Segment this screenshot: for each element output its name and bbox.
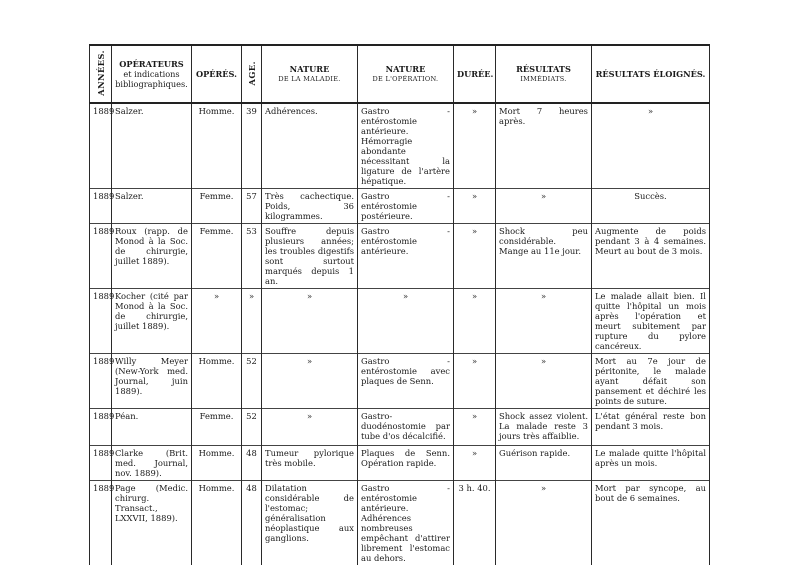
operation-cell: Gastro - entérostomie antérieure. Adhérences nombreuses empêchant d'attirer librement l'estomac au dehors.: [358, 481, 454, 565]
age-cell: 48: [242, 446, 262, 481]
operation-cell: Plaques de Senn. Opération rapide.: [358, 446, 454, 481]
operator-cell: Clarke (Brit. med. Journal, nov. 1889).: [112, 446, 192, 481]
immediate-result-cell: »: [496, 189, 592, 224]
header-row: [90, 45, 710, 103]
sex-cell: Homme.: [192, 103, 242, 189]
duration-cell: »: [454, 354, 496, 409]
operator-cell: Kocher (cité par Monod à la Soc. de chirurgie, juillet 1889).: [112, 289, 192, 354]
later-result-cell: »: [592, 103, 710, 189]
operator-cell: Page (Medic. chirurg. Transact., LXXVII, 1889).: [112, 481, 192, 565]
duration-cell: »: [454, 289, 496, 354]
year-cell: 1889: [90, 481, 112, 565]
duration-cell: »: [454, 103, 496, 189]
later-result-cell: Succès.: [592, 189, 710, 224]
sex-cell: Homme.: [192, 446, 242, 481]
operator-cell: Willy Meyer (New-York med. Journal, juin 1889).: [112, 354, 192, 409]
sex-cell: Homme.: [192, 481, 242, 565]
immediate-result-cell: Guérison rapide.: [496, 446, 592, 481]
later-result-cell: Le malade quitte l'hôpital après un mois.: [592, 446, 710, 481]
year-cell: 1889: [90, 446, 112, 481]
operator-cell: Salzer.: [112, 189, 192, 224]
disease-cell: Souffre depuis plusieurs années; les troubles digestifs sont surtout marqués depuis 1 an.: [262, 224, 358, 289]
table-row: [90, 103, 710, 189]
operator-cell: Roux (rapp. de Monod à la Soc. de chirurgie, juillet 1889).: [112, 224, 192, 289]
year-cell: 1889: [90, 224, 112, 289]
operator-cell: Péan.: [112, 409, 192, 446]
col-header-age: AGE.: [242, 45, 262, 103]
age-cell: 52: [242, 354, 262, 409]
disease-cell: Adhérences.: [262, 103, 358, 189]
duration-cell: »: [454, 409, 496, 446]
sex-cell: Femme.: [192, 409, 242, 446]
immediate-result-cell: Shock assez violent. La malade reste 3 jours très affaiblie.: [496, 409, 592, 446]
duration-cell: »: [454, 224, 496, 289]
col-header-operes: OPÉRÉS.: [192, 45, 242, 103]
disease-cell: »: [262, 289, 358, 354]
table-row: [90, 189, 710, 224]
col-header-resultats-immediats: RÉSULTATS IMMÉDIATS.: [496, 45, 592, 103]
disease-cell: »: [262, 354, 358, 409]
sex-cell: Femme.: [192, 189, 242, 224]
sex-cell: Homme.: [192, 354, 242, 409]
sex-cell: Femme.: [192, 224, 242, 289]
age-cell: »: [242, 289, 262, 354]
operator-cell: Salzer.: [112, 103, 192, 189]
age-cell: 39: [242, 103, 262, 189]
immediate-result-cell: Shock peu considérable. Mange au 11e jour.: [496, 224, 592, 289]
later-result-cell: L'état général reste bon pendant 3 mois.: [592, 409, 710, 446]
later-result-cell: Le malade allait bien. Il quitte l'hôpital un mois après l'opération et meurt subitement par rupture du pylore cancéreux.: [592, 289, 710, 354]
year-cell: 1889: [90, 103, 112, 189]
immediate-result-cell: »: [496, 289, 592, 354]
operation-cell: Gastro - entérostomie antérieure.: [358, 224, 454, 289]
col-header-duree: DURÉE.: [454, 45, 496, 103]
disease-cell: Très cachectique. Poids, 36 kilogrammes.: [262, 189, 358, 224]
later-result-cell: Augmente de poids pendant 3 à 4 semaines. Meurt au bout de 3 mois.: [592, 224, 710, 289]
immediate-result-cell: »: [496, 481, 592, 565]
disease-cell: »: [262, 409, 358, 446]
table-row: [90, 289, 710, 354]
disease-cell: Tumeur pylorique très mobile.: [262, 446, 358, 481]
later-result-cell: Mort au 7e jour de péritonite, le malade ayant défait son pansement et déchiré les points de suture.: [592, 354, 710, 409]
later-result-cell: Mort par syncope, au bout de 6 semaines.: [592, 481, 710, 565]
age-cell: 53: [242, 224, 262, 289]
duration-cell: »: [454, 446, 496, 481]
age-cell: 48: [242, 481, 262, 565]
operation-cell: Gastro - entérostomie avec plaques de Senn.: [358, 354, 454, 409]
table-row: [90, 409, 710, 446]
operation-cell: Gastro - entérostomie antérieure. Hémorragie abondante nécessitant la ligature de l'artère hépatique.: [358, 103, 454, 189]
operation-cell: Gastro-duodénostomie par tube d'os décalcifié.: [358, 409, 454, 446]
duration-cell: 3 h. 40.: [454, 481, 496, 565]
year-cell: 1889: [90, 354, 112, 409]
age-cell: 52: [242, 409, 262, 446]
operation-cell: »: [358, 289, 454, 354]
table-row: [90, 354, 710, 409]
immediate-result-cell: »: [496, 354, 592, 409]
table-row: [90, 224, 710, 289]
year-cell: 1889: [90, 189, 112, 224]
col-header-nature-operation: NATURE DE L'OPÉRATION.: [358, 45, 454, 103]
col-header-operateurs: OPÉRATEURS et indications bibliographiques.: [112, 45, 192, 103]
sex-cell: »: [192, 289, 242, 354]
col-header-annees: ANNÉES.: [90, 45, 112, 103]
col-header-resultats-eloignes: RÉSULTATS ÉLOIGNÉS.: [592, 45, 710, 103]
operation-cell: Gastro - entérostomie postérieure.: [358, 189, 454, 224]
year-cell: 1889: [90, 289, 112, 354]
immediate-result-cell: Mort 7 heures après.: [496, 103, 592, 189]
table-row: [90, 481, 710, 565]
year-cell: 1889: [90, 409, 112, 446]
disease-cell: Dilatation considérable de l'estomac; généralisation néoplastique aux ganglions.: [262, 481, 358, 565]
col-header-nature-maladie: NATURE DE LA MALADIE.: [262, 45, 358, 103]
operations-table: [89, 44, 710, 565]
duration-cell: »: [454, 189, 496, 224]
age-cell: 57: [242, 189, 262, 224]
table-row: [90, 446, 710, 481]
